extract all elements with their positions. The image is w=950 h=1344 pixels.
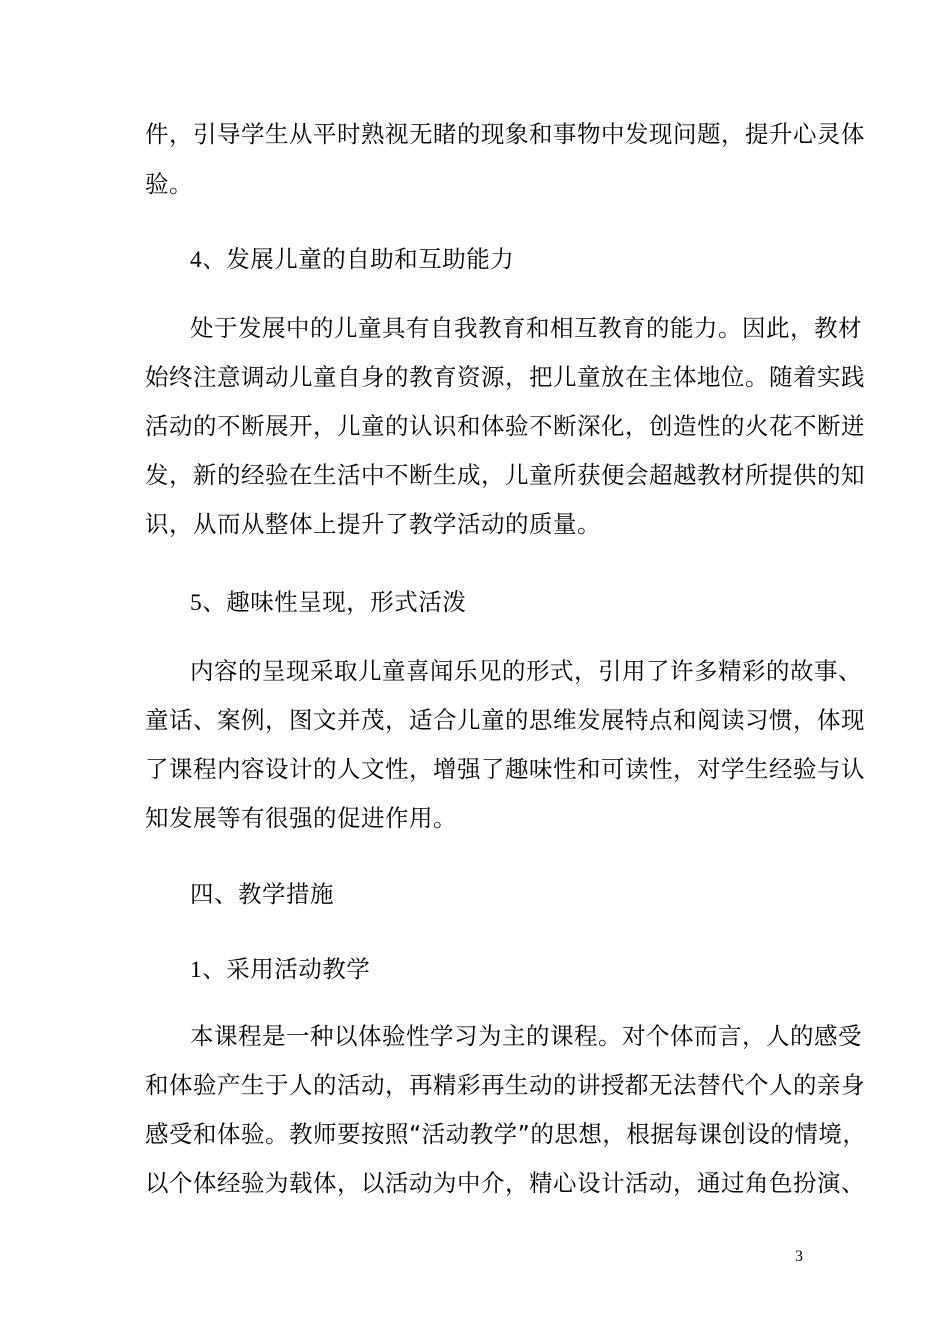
paragraph-line: 本课程是一种以体验性学习为主的课程。对个体而言，人的感受: [190, 1022, 862, 1050]
page-number: 3: [795, 1248, 803, 1265]
paragraph-line: 内容的呈现采取儿童喜闻乐见的形式，引用了许多精彩的故事、: [190, 657, 862, 685]
subheading-text: 、采用活动教学: [202, 955, 371, 983]
subheading-text: 、趣味性呈现，形式活泼: [202, 588, 467, 616]
subheading-1: [190, 954, 370, 985]
subheading-number: 4: [190, 247, 203, 273]
paragraph-line: 知发展等有很强的促进作用。: [145, 804, 457, 832]
paragraph-line: 处于发展中的儿童具有自我教育和相互教育的能力。因此，教材: [190, 314, 862, 342]
paragraph-line: 感受和体验。教师要按照“活动教学”的思想，根据每课创设的情境，: [145, 1120, 867, 1148]
paragraph-line: 发，新的经验在生活中不断生成，儿童所获便会超越教材所提供的知: [145, 461, 865, 489]
section-heading: 四、教学措施: [190, 880, 334, 908]
paragraph-line: 活动的不断展开，儿童的认识和体验不断深化，创造性的火花不断迸: [145, 412, 865, 440]
paragraph-line: 始终注意调动儿童自身的教育资源，把儿童放在主体地位。随着实践: [145, 363, 865, 391]
paragraph-line: 童话、案例，图文并茂，适合儿童的思维发展特点和阅读习惯，体现: [145, 706, 865, 734]
paragraph-line: 件，引导学生从平时熟视无睹的现象和事物中发现问题，提升心灵体: [145, 120, 865, 148]
paragraph-line: 识，从而从整体上提升了教学活动的质量。: [145, 510, 601, 538]
subheading-number: 5: [190, 590, 203, 616]
subheading-text: 、发展儿童的自助和互助能力: [202, 245, 515, 273]
paragraph-line: 和体验产生于人的活动，再精彩再生动的讲授都无法替代个人的亲身: [145, 1071, 865, 1099]
paragraph-line: 以个体经验为载体，以活动为中介，精心设计活动，通过角色扮演、: [145, 1169, 865, 1197]
subheading-number: 1: [190, 957, 203, 983]
subheading-4: [190, 244, 514, 275]
subheading-5: [190, 587, 466, 618]
paragraph-line: 验。: [145, 170, 193, 198]
paragraph-line: 了课程内容设计的人文性，增强了趣味性和可读性，对学生经验与认: [145, 755, 865, 783]
